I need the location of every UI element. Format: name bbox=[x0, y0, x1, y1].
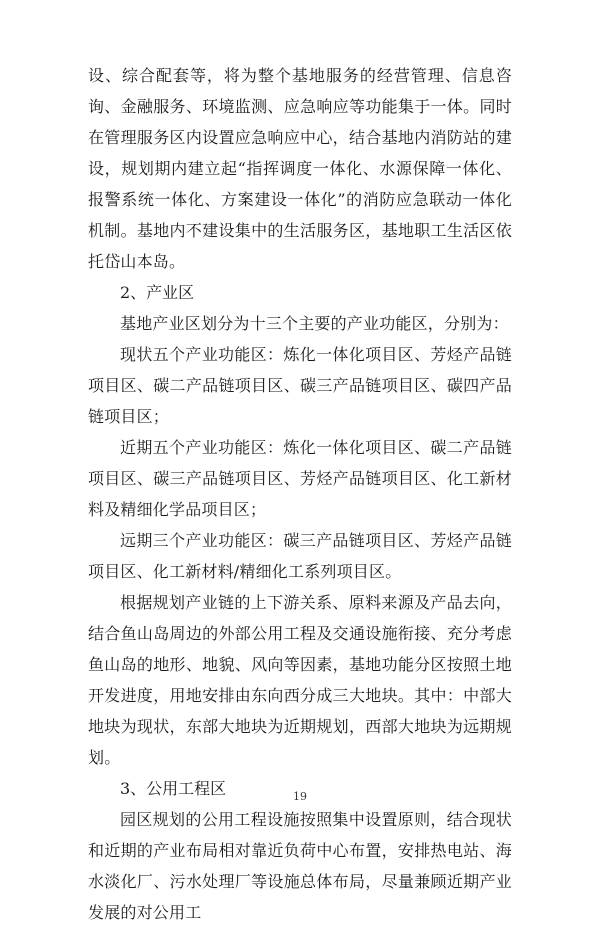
paragraph-land-layout: 根据规划产业链的上下游关系、原料来源及产品去向，结合鱼山岛周边的外部公用工程及交通设施衔接、充分考虑鱼山岛的地形、地貌、风向等因素，基地功能分区按照土地开发进度，用地安排由东向西分成三大地块。其中：中部大地块为现状，东部大地块为近期规划，西部大地块为远期规划。 bbox=[88, 593, 512, 767]
page-number: 19 bbox=[293, 790, 307, 803]
paragraph-management-services: 设、综合配套等，将为整个基地服务的经营管理、信息咨询、金融服务、环境监测、应急响应等功能集于一体。同时在管理服务区内设置应急响应中心，结合基地内消防站的建设，规划期内建立起“指挥调度一体化、水源保障一体化、报警系统一体化、方案建设一体化”的消防应急联动一体化机制。基地内不建设集中的生活服务区，基地职工生活区依托岱山本岛。 bbox=[88, 66, 512, 271]
section-heading-utility-zone: 3、公用工程区 bbox=[120, 779, 227, 798]
section-heading-industrial-zone: 2、产业区 bbox=[120, 283, 195, 302]
paragraph-industrial-zone-intro: 基地产业区划分为十三个主要的产业功能区，分别为： bbox=[120, 314, 509, 333]
paragraph-long-term-zones: 远期三个产业功能区：碳三产品链项目区、芳烃产品链项目区、化工新材料/精细化工系列项目区。 bbox=[88, 531, 512, 581]
paragraph-utility-planning: 园区规划的公用工程设施按照集中设置原则，结合现状和近期的产业布局相对靠近负荷中心布置，安排热电站、海水淡化厂、污水处理厂等设施总体布局，尽量兼顾近期产业发展的对公用工 bbox=[88, 810, 512, 922]
paragraph-current-zones: 现状五个产业功能区：炼化一体化项目区、芳烃产品链项目区、碳二产品链项目区、碳三产品链项目区、碳四产品链项目区； bbox=[88, 345, 512, 426]
paragraph-near-term-zones: 近期五个产业功能区：炼化一体化项目区、碳二产品链项目区、碳三产品链项目区、芳烃产品链项目区、化工新材料及精细化学品项目区； bbox=[88, 438, 512, 519]
